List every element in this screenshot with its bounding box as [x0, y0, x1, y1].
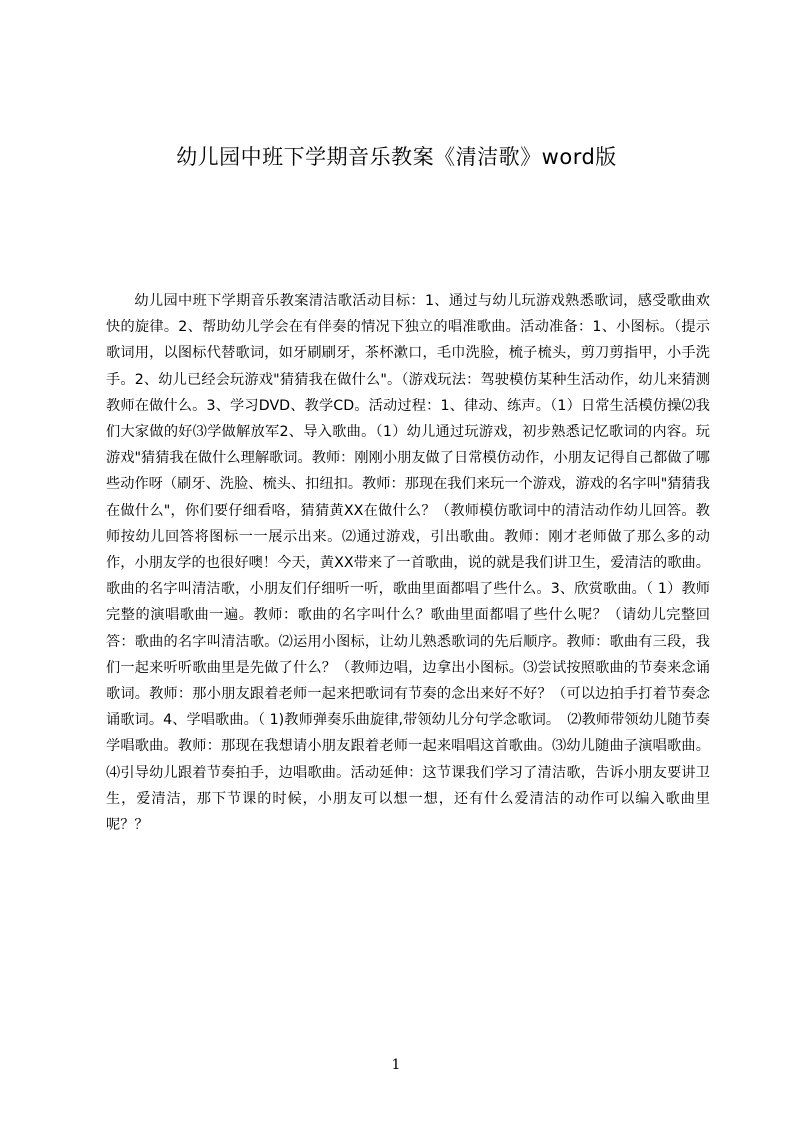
document-title: 幼儿园中班下学期音乐教案《清洁歌》word版: [176, 145, 617, 169]
body-paragraph: 幼儿园中班下学期音乐教案清洁歌活动目标：1、通过与幼儿玩游戏熟悉歌词，感受歌曲欢快的旋律。2、帮助幼儿学会在有伴奏的情况下独立的唱准歌曲。活动准备：1、小图标。（提示歌词用，以图标代替歌词，如牙刷刷牙，茶杯漱口，毛巾洗脸，梳子梳头，剪刀剪指甲，小手洗手。2、幼儿已经会玩游戏"猜猜我在做什么"。（游戏玩法：驾驶模仿某种生活动作，幼儿来猜测教师在做什么。3、学习DVD、教学CD。活动过程：1、律动、练声。（1）日常生活模仿操⑵我们大家做的好⑶学做解放军2、导入歌曲。（1）幼儿通过玩游戏，初步熟悉记忆歌词的内容。玩游戏"猜猜我在做什么理解歌词。教师：刚刚小朋友做了日常模仿动作，小朋友记得自己都做了哪些动作呀（刷牙、洗脸、梳头、扣纽扣。教师：那现在我们来玩一个游戏，游戏的名字叫"猜猜我在做什么"，你们要仔细看咯，猜猜黄XX在做什么？（教师模仿歌词中的清洁动作幼儿回答。教师按幼儿回答将图标一一展示出来。⑵通过游戏，引出歌曲。教师：刚才老师做了那么多的动作，小朋友学的也很好噢！今天，黄XX带来了一首歌曲，说的就是我们讲卫生，爱清洁的歌曲。歌曲的名字叫清洁歌，小朋友们仔细听一听，歌曲里面都唱了些什么。3、欣赏歌曲。（ 1）教师完整的演唱歌曲一遍。教师：歌曲的名字叫什么？歌曲里面都唱了些什么呢？（请幼儿完整回答：歌曲的名字叫清洁歌。⑵运用小图标，让幼儿熟悉歌词的先后顺序。教师：歌曲有三段，我们一起来听听歌曲里是先做了什么？（教师边唱，边拿出小图标。⑶尝试按照歌曲的节奏来念诵歌词。教师：那小朋友跟着老师一起来把歌词有节奏的念出来好不好？（可以边拍手打着节奏念诵歌词。4、学唱歌曲。（ 1)教师弹奏乐曲旋律,带领幼儿分句学念歌词。 ⑵教师带领幼儿随节奏学唱歌曲。教师：那现在我想请小朋友跟着老师一起来唱唱这首歌曲。⑶幼儿随曲子演唱歌曲。⑷引导幼儿跟着节奏拍手，边唱歌曲。活动延伸：这节课我们学习了清洁歌，告诉小朋友要讲卫生，爱清洁，那下节课的时候，小朋友可以想一想，还有什么爱清洁的动作可以编入歌曲里呢？？: [106, 293, 710, 834]
page-number: 1: [391, 1057, 401, 1073]
